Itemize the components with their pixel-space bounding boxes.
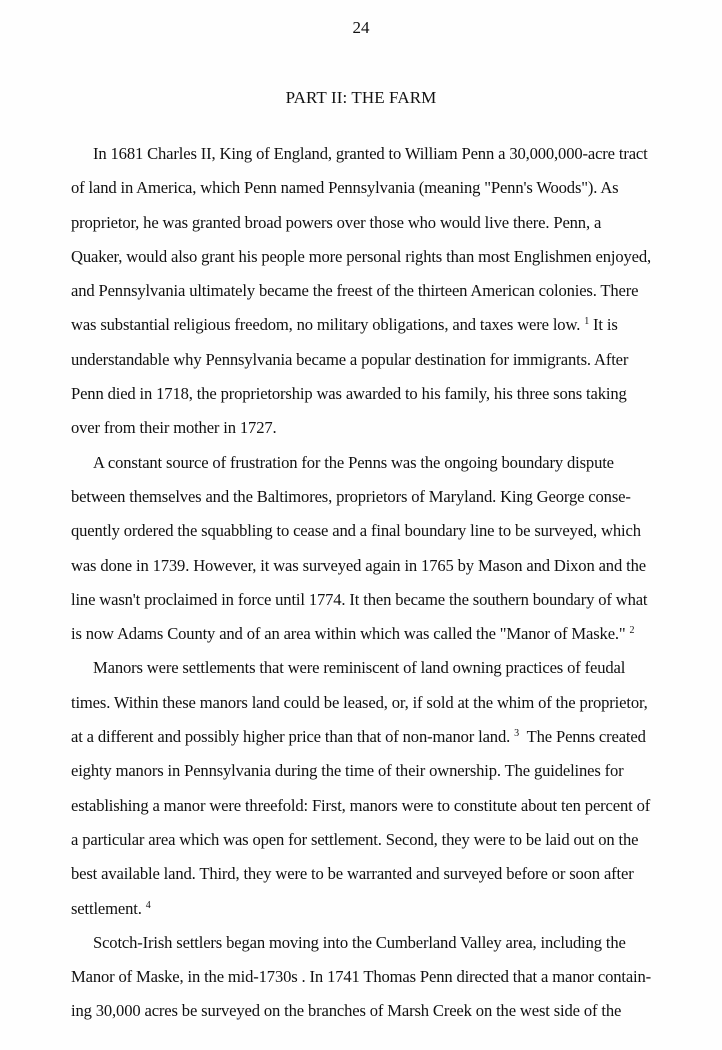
footnote-marker: 2 xyxy=(629,625,635,637)
line-text: quently ordered the squabbling to cease and a final boundary line to be surveyed, which xyxy=(71,521,641,541)
page-number: 24 xyxy=(352,18,370,37)
line-text: settlement. xyxy=(71,898,142,918)
text-line xyxy=(71,343,711,377)
line-text-continued: The Penns created xyxy=(518,727,646,747)
line-text: In 1681 Charles II, King of England, granted to William Penn a 30,000,000-acre tract xyxy=(93,144,648,163)
line-text: ing 30,000 acres be surveyed on the branches of Marsh Creek on the west side of the xyxy=(71,1001,622,1021)
text-line xyxy=(71,651,711,685)
text-line xyxy=(71,240,711,274)
footnote-marker: 4 xyxy=(145,899,151,911)
text-line xyxy=(71,549,711,583)
text-line xyxy=(71,411,711,445)
line-text: was done in 1739. However, it was surveyed again in 1765 by Mason and Dixon and the xyxy=(71,555,646,575)
line-text: Scotch-Irish settlers began moving into the Cumberland Valley area, including the xyxy=(93,932,626,952)
text-line xyxy=(71,892,711,926)
text-line xyxy=(71,583,711,617)
footnote-marker: 3 xyxy=(514,728,519,740)
text-line xyxy=(71,926,711,960)
line-text: and Pennsylvania ultimately became the freest of the thirteen American colonies. There xyxy=(71,281,639,301)
footnote-marker: 1 xyxy=(584,316,590,328)
text-line xyxy=(71,480,711,514)
line-text: of land in America, which Penn named Pennsylvania (meaning "Penn's Woods"). As xyxy=(71,178,619,198)
section-heading: PART II: THE FARM xyxy=(285,88,437,107)
text-line xyxy=(71,754,711,788)
line-text: understandable why Pennsylvania became a popular destination for immigrants. After xyxy=(71,349,629,369)
text-line xyxy=(71,446,711,480)
line-text: Manor of Maske, in the mid-1730s . In 1741 Thomas Penn directed that a manor contain- xyxy=(71,967,652,987)
text-line xyxy=(71,377,711,411)
text-line xyxy=(71,206,711,240)
line-text: between themselves and the Baltimores, proprietors of Maryland. King George conse- xyxy=(71,486,631,506)
line-text: a particular area which was open for settlement. Second, they were to be laid out on the xyxy=(71,829,639,849)
text-line xyxy=(71,857,711,891)
text-line xyxy=(71,720,711,754)
line-text: eighty manors in Pennsylvania during the time of their ownership. The guidelines for xyxy=(71,761,624,781)
text-line xyxy=(71,789,711,823)
text-line xyxy=(71,137,711,171)
text-line xyxy=(71,823,711,857)
line-text: Quaker, would also grant his people more personal rights than most Englishmen enjoyed, xyxy=(71,246,652,266)
line-text: Penn died in 1718, the proprietorship was awarded to his family, his three sons taking xyxy=(71,384,627,404)
text-line xyxy=(71,994,711,1028)
line-text: establishing a manor were threefold: First, manors were to constitute about ten percent of xyxy=(71,795,651,815)
line-text: proprietor, he was granted broad powers over those who would live there. Penn, a xyxy=(71,212,602,232)
line-text: over from their mother in 1727. xyxy=(71,418,277,438)
line-text: line wasn't proclaimed in force until 1774. It then became the southern boundary of what xyxy=(71,589,648,609)
line-text: at a different and possibly higher price than that of non-manor land. xyxy=(71,727,511,747)
text-line xyxy=(71,960,711,994)
text-line xyxy=(71,686,711,720)
text-line xyxy=(71,308,711,342)
line-text: is now Adams County and of an area within which was called the "Manor of Maske." xyxy=(71,624,626,644)
line-text: best available land. Third, they were to be warranted and surveyed before or soon after xyxy=(71,864,634,884)
text-line xyxy=(71,617,711,651)
text-line xyxy=(71,274,711,308)
line-text-continued: It is xyxy=(589,315,618,335)
line-text: A constant source of frustration for the Penns was the ongoing boundary dispute xyxy=(93,452,614,472)
line-text: times. Within these manors land could be leased, or, if sold at the whim of the proprietor, xyxy=(71,692,648,712)
text-line xyxy=(71,171,711,205)
text-line xyxy=(71,514,711,548)
line-text: was substantial religious freedom, no military obligations, and taxes were low. xyxy=(71,315,581,335)
body-text xyxy=(71,137,711,1029)
line-text: Manors were settlements that were reminiscent of land owning practices of feudal xyxy=(93,658,626,678)
